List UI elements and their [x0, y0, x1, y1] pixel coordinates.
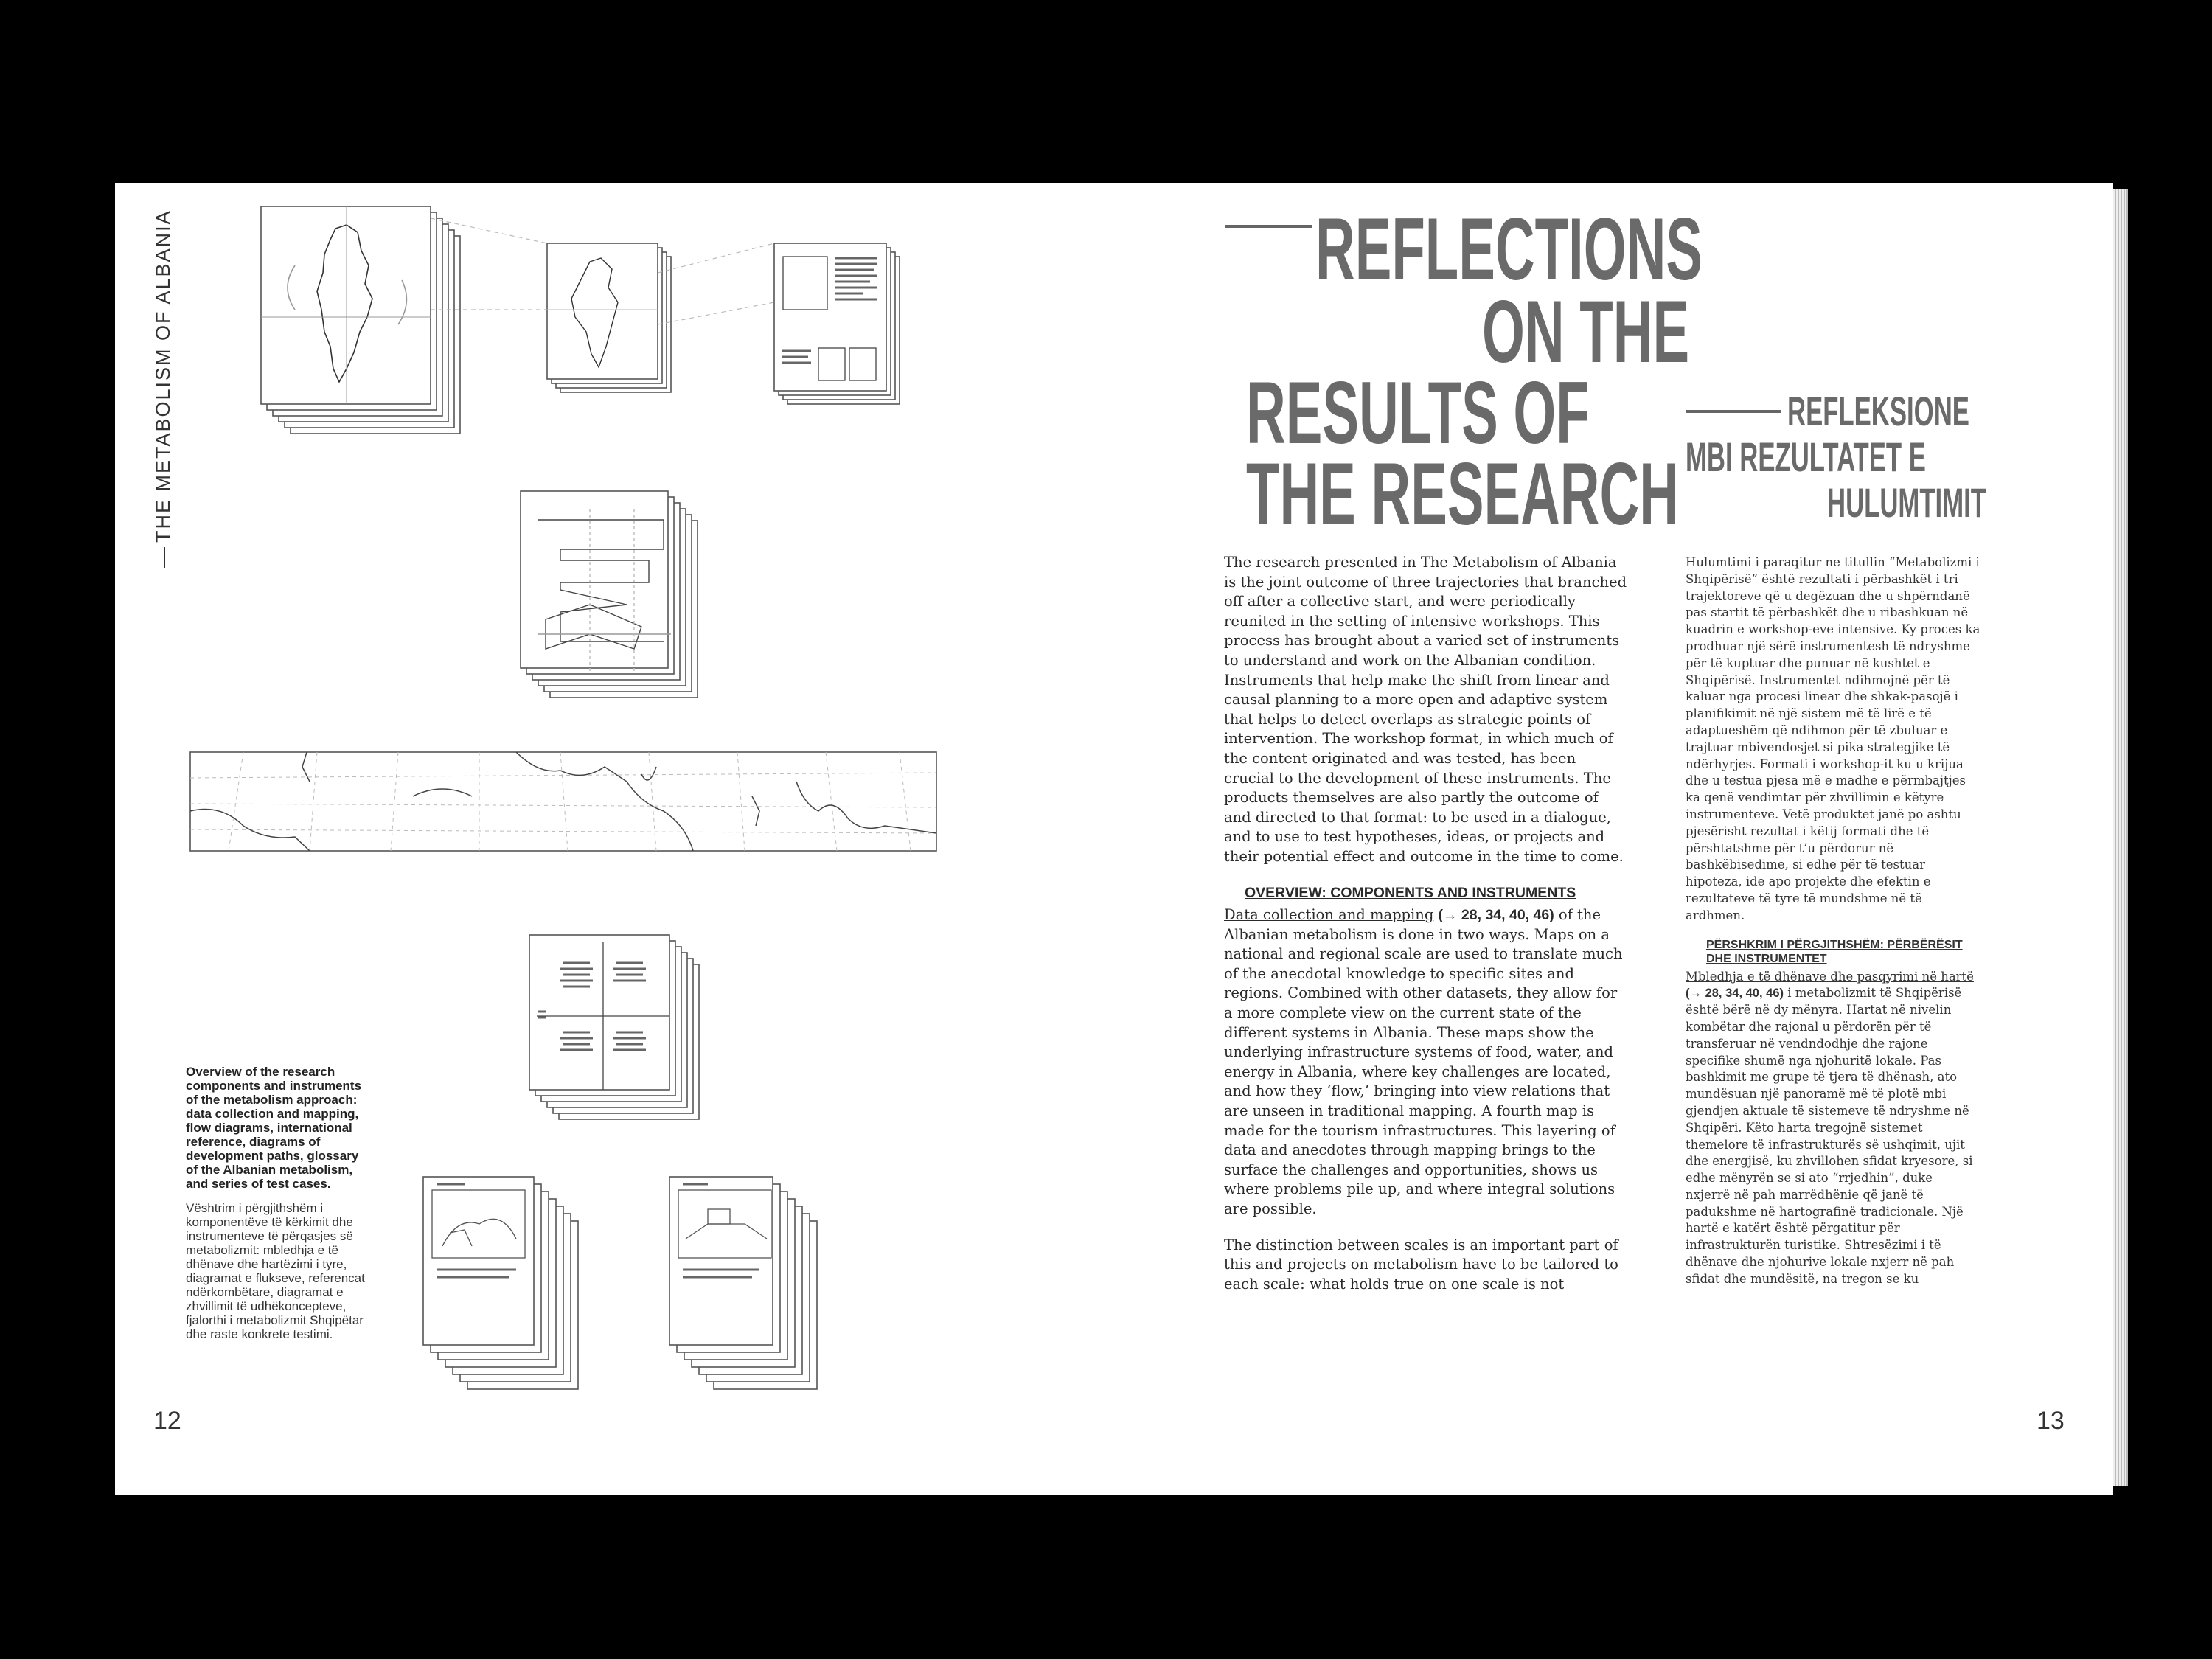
caption-albanian: Vështrim i përgjithshëm i komponentëve të kërkimit dhe instrumenteve të përqasjes së metabolizmit: mbledhja e të dhënave dhe hartëzimi i tyre, diagramat e flukseve, referencat ndërkombëtare, diagramat e zhvillimit të udhëkoncepteve, fjalorthi i metabolizmit Shqipëtar dhe raste konkrete testimi.	[186, 1201, 365, 1341]
headline-line: ON THE	[1482, 282, 1690, 381]
section-heading: OVERVIEW: COMPONENTS AND INSTRUMENTS	[1245, 884, 1576, 901]
running-title: THE METABOLISM OF ALBANIA	[152, 199, 175, 568]
section-label: Data collection and mapping	[1224, 906, 1434, 924]
development-paths-stack	[529, 935, 699, 1119]
page-reference: (→ 28, 34, 40, 46)	[1438, 907, 1554, 924]
page-edges	[2112, 189, 2128, 1486]
page-number-right: 13	[2037, 1407, 2065, 1435]
headline-sq-line: REFLEKSIONE	[1787, 388, 1969, 434]
report-page-stack	[774, 243, 900, 404]
headline-line: REFLECTIONS	[1315, 200, 1703, 299]
section-paragraph	[1224, 905, 1630, 1220]
headline-sq-line: MBI REZULTATET E	[1686, 434, 1926, 480]
body-text-english	[1224, 553, 1630, 1306]
section-paragraph-sq	[1686, 969, 1980, 1288]
body-text-albanian	[1686, 554, 1980, 1300]
figure-caption	[186, 1065, 370, 1341]
section-body-sq: i metabolizmit të Shqipërisë është bërë në dy mënyra. Hartat në nivelin kombëtar dhe rajonal u përdorën për të transferuar në vendndodhje dhe rajone specifike shumë nga njohuritë lokale. Pas bashkimit me grupe të tjera të dhënash, ato mundësuan një panoramë më të plotë mbi gjendjen aktuale të sistemeve të ndryshme në Shqipëri. Këto harta tregojnë sistemet themelore të infrastrukturës së ushqimit, ujit dhe energjisë, ku zhvillohen sfidat kryesore, si edhe mënyrën se si ato “rrjedhin”, duke nxjerrë në pah marrëdhënie që janë të padukshme në hartografinë tradicionale. Një hartë e katërt është përgatitur për infrastrukturën turistike. Shtresëzimi i të dhënave dhe njohurive lokale nxjerr në pah sfidat dhe mundësitë, na tregon se ku	[1686, 986, 1973, 1286]
section-label-sq: Mbledhja e të dhënave dhe pasqyrimi në hartë	[1686, 969, 1974, 984]
section-body: of the Albanian metabolism is done in two ways. Maps on a national and regional scale are used to translate much of the anecdotal knowledge to specific sites and regions. Combined with other datasets, they allow for a more complete view on the current state of the different systems in Albania. These maps show the underlying infrastructure systems of food, water, and energy in Albania, where key challenges are located, and how they ‘flow,’ bringing into view relations that are unseen in traditional mapping. A fourth map is made for the tourism infrastructures. This layering of data and anecdotes through mapping brings to the surface the challenges and opportunities, shows us where problems pile up, and where integral solutions are possible.	[1224, 906, 1623, 1217]
intro-paragraph: The research presented in The Metabolism of Albania is the joint outcome of three trajectories that branched off after a collective start, and were periodically reunited in the setting of intensive workshops. This process has brought about a varied set of instruments to understand and work on the Albanian condition. Instruments that help make the shift from linear and causal planning to a more open and adaptive system that helps to detect overlaps as strategic points of intervention. The workshop format, in which much of the content originated and was tested, has been crucial to the development of these instruments. The products themselves are also partly the outcome of and directed to that format: to be used in a dialogue, and to use to test hypotheses, ideas, or projects and their potential effect and outcome in the time to come.	[1224, 554, 1627, 865]
scales-paragraph: The distinction between scales is an important part of this and projects on metabolism have to be tailored to each scale: what holds true on one scale is not	[1224, 1236, 1618, 1293]
test-case-stack-2	[669, 1177, 817, 1389]
section-heading-sq: PËRSHKRIM I PËRGJITHSHËM: PËRBËRËSIT DHE INSTRUMENTET	[1706, 938, 1963, 965]
headline-line: THE RESEARCH	[1246, 445, 1679, 543]
albania-map-stack	[261, 206, 460, 434]
research-components-illustration	[0, 0, 1106, 1548]
page-reference-sq: (→ 28, 34, 40, 46)	[1686, 987, 1784, 1001]
caption-english: Overview of the research components and instruments of the metabolism approach: data collection and mapping, flow diagrams, international reference, diagrams of development paths, glossary of the Albanian metabolism, and series of test cases.	[186, 1065, 362, 1191]
headline-line: RESULTS OF	[1246, 364, 1590, 462]
headline-sq-line: HULUMTIMIT	[1827, 479, 1986, 526]
page-number-left: 12	[153, 1407, 181, 1435]
test-case-stack-1	[423, 1177, 578, 1389]
flow-diagram-stack	[521, 491, 698, 698]
intro-paragraph-sq: Hulumtimi i paraqitur ne titullin “Metabolizmi i Shqipërisë” është rezultati i përbashkët i tri trajektoreve që u degëzuan dhe u shpërndanë pas startit të përbashkët dhe u ribashkuan në kuadrin e workshop-eve intensive. Ky proces ka prodhuar një sërë instrumentesh të ndryshme për të kuptuar dhe punuar në kushtet e Shqipërisë. Instrumentet ndihmojnë për të kaluar nga procesi linear dhe shkak-pasojë i planifikimit në një sistem më të lirë e të adaptueshëm që ndihmon për të zbuluar e trajtuar mbivendosjet si pika strategjike të ndërhyrjes. Formati i workshop-it ku u krijua dhe u testua pjesa më e madhe e përmbajtjes ka qenë vendimtar për zhvillimin e këtyre instrumenteve. Vetë produktet janë po ashtu pjesërisht rezultat i këtij formati dhe të përshtatshme për t’u përdorur në bashkëbisedime, si edhe për të testuar hipoteza, ide apo projekte dhe efektin e rezultateve të tyre të mundshme në të ardhmen.	[1686, 555, 1980, 922]
